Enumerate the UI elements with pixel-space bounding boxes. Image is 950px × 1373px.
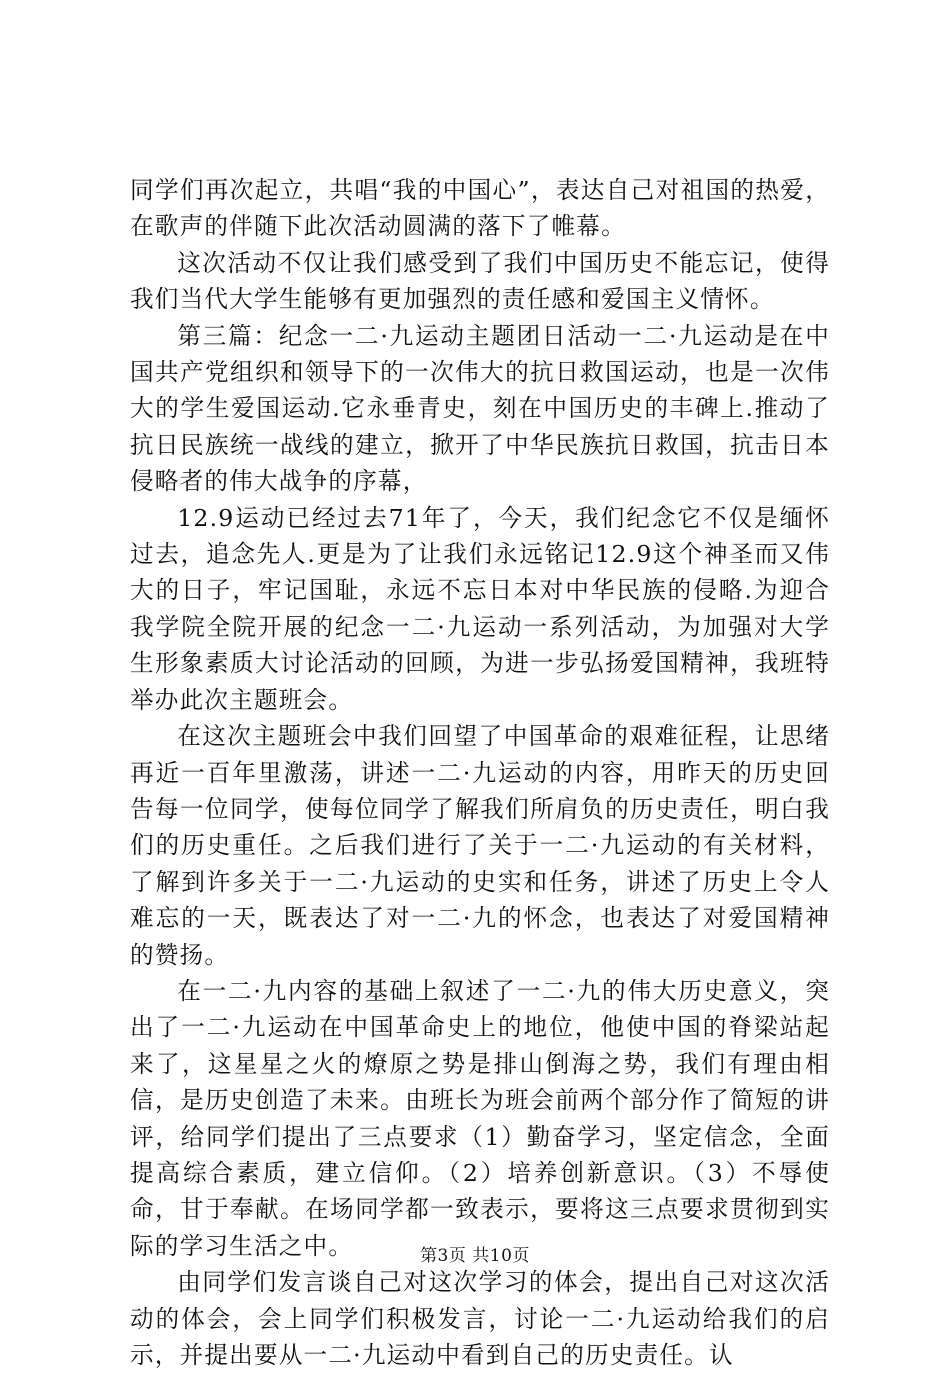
paragraph: 在一二·九内容的基础上叙述了一二·九的伟大历史意义，突出了一二·九运动在中国革命史上的地位，他使中国的脊梁站起来了，这星星之火的燎原之势是排山倒海之势，我们有理由相信，是历史创造了未来。由班长为班会前两个部分作了简短的讲评，给同学们提出了三点要求（1）勤奋学习，坚定信念，全面提高综合素质，建立信仰。（2）培养创新意识。（3）不辱使命，甘于奉献。在场同学都一致表示，要将这三点要求贯彻到实际的学习生活之中。 <box>130 976 830 1260</box>
paragraph-continued: 同学们再次起立，共唱“我的中国心”，表达自己对祖国的热爱，在歌声的伴随下此次活动圆满的落下了帷幕。 <box>130 176 830 241</box>
paragraph: 在这次主题班会中我们回望了中国革命的艰难征程，让思绪再近一百年里激荡，讲述一二·九运动的内容，用昨天的历史回告每一位同学，使每位同学了解我们所肩负的历史责任，明白我们的历史重任。之后我们进行了关于一二·九运动的有关材料，了解到许多关于一二·九运动的史实和任务，讲述了历史上令人难忘的一天，既表达了对一二·九的怀念，也表达了对爱国精神的赞扬。 <box>130 722 830 969</box>
paragraph: 第三篇：纪念一二·九运动主题团日活动一二·九运动是在中国共产党组织和领导下的一次伟大的抗日救国运动，也是一次伟大的学生爱国运动.它永垂青史，刻在中国历史的丰碑上.推动了抗日民族统一战线的建立，掀开了中华民族抗日救国，抗击日本侵略者的伟大战争的序幕， <box>130 321 830 496</box>
page-number-footer: 第3页 共10页 <box>420 1246 530 1266</box>
paragraph: 由同学们发言谈自己对这次学习的体会，提出自己对这次活动的体会，会上同学们积极发言，讨论一二·九运动给我们的启示，并提出要从一二·九运动中看到自己的历史责任。认 <box>130 1268 830 1369</box>
paragraph: 12.9运动已经过去71年了，今天，我们纪念它不仅是缅怀过去，追念先人.更是为了让我们永远铭记12.9这个神圣而又伟大的日子，牢记国耻，永远不忘日本对中华民族的侵略.为迎合我学院全院开展的纪念一二·九运动一系列活动，为加强对大学生形象素质大讨论活动的回顾，为进一步弘扬爱国精神，我班特举办此次主题班会。 <box>130 503 830 714</box>
document-body <box>130 172 830 1373</box>
paragraph: 这次活动不仅让我们感受到了我们中国历史不能忘记，使得我们当代大学生能够有更加强烈的责任感和爱国主义情怀。 <box>130 248 830 314</box>
